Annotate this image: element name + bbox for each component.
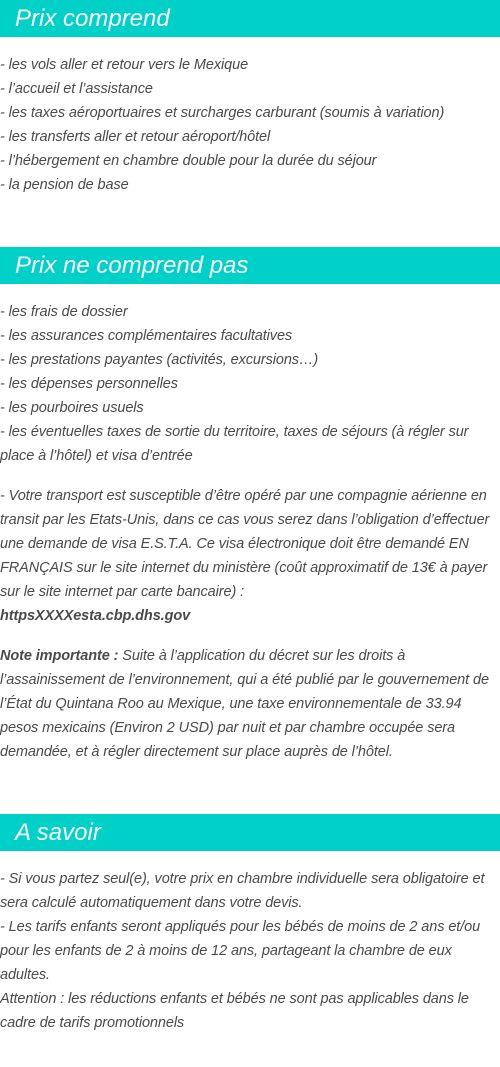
included-list: [0, 53, 500, 197]
list-item: - les pourboires usuels: [0, 400, 144, 416]
to-know-header: [0, 814, 500, 851]
visa-text: - Votre transport est susceptible d’être opéré par une compagnie aérienne en transit par les Etats-Unis, dans ce cas vous serez dans l’obligation d’effectuer une demande de visa E.S.T.A. Ce visa électronique doit être demandé EN FRANÇAIS sur le site internet du ministère (coût approximatif de 13€ à payer sur le site internet par carte bancaire) :: [0, 488, 490, 600]
list-item: - les frais de dossier: [0, 304, 128, 320]
visa-paragraph: [0, 484, 500, 628]
note-label: Note importante :: [0, 648, 119, 664]
list-item: - les assurances complémentaires facultatives: [0, 328, 293, 344]
important-note: [0, 644, 500, 764]
not-included-list: [0, 300, 500, 468]
list-item: - les prestations payantes (activités, excursions…): [0, 352, 319, 368]
list-item: - la pension de base: [0, 177, 129, 193]
list-item: Attention : les réductions enfants et bébés ne sont pas applicables dans le cadre de tarifs promotionnels: [0, 991, 469, 1031]
list-item: - les dépenses personnelles: [0, 376, 178, 392]
list-item: - les transferts aller et retour aéroport/hôtel: [0, 129, 271, 145]
not-included-header: [0, 247, 500, 284]
list-item: - les éventuelles taxes de sortie du territoire, taxes de séjours (à régler sur place à l’hôtel) et visa d’entrée: [0, 424, 469, 464]
list-item: - Si vous partez seul(e), votre prix en chambre individuelle sera obligatoire et sera calculé automatiquement dans votre devis.: [0, 871, 485, 911]
included-header: [0, 0, 500, 37]
visa-url: httpsXXXXesta.cbp.dhs.gov: [0, 608, 191, 624]
note-text: Suite à l’application du décret sur les droits à l’assainissement de l’environnement, qui a été publié par le gouvernement de l’État du Quintana Roo au Mexique, une taxe environnementale de 33.94 pesos mexicains (Environ 2 USD) par nuit et par chambre occupée sera demandée, et à régler directement sur place auprès de l’hôtel.: [0, 648, 489, 760]
list-item: - les taxes aéroportuaires et surcharges carburant (soumis à variation): [0, 105, 445, 121]
to-know-list: [0, 867, 500, 1035]
list-item: - les vols aller et retour vers le Mexique: [0, 57, 249, 73]
list-item: - Les tarifs enfants seront appliqués pour les bébés de moins de 2 ans et/ou pour les enfants de 2 à moins de 12 ans, partageant la chambre de eux adultes.: [0, 919, 481, 983]
list-item: - l’accueil et l’assistance: [0, 81, 153, 97]
not-included-title: Prix ne comprend pas: [15, 252, 249, 279]
to-know-title: A savoir: [15, 819, 101, 846]
included-title: Prix comprend: [15, 5, 170, 32]
list-item: - l’hébergement en chambre double pour la durée du séjour: [0, 153, 377, 169]
